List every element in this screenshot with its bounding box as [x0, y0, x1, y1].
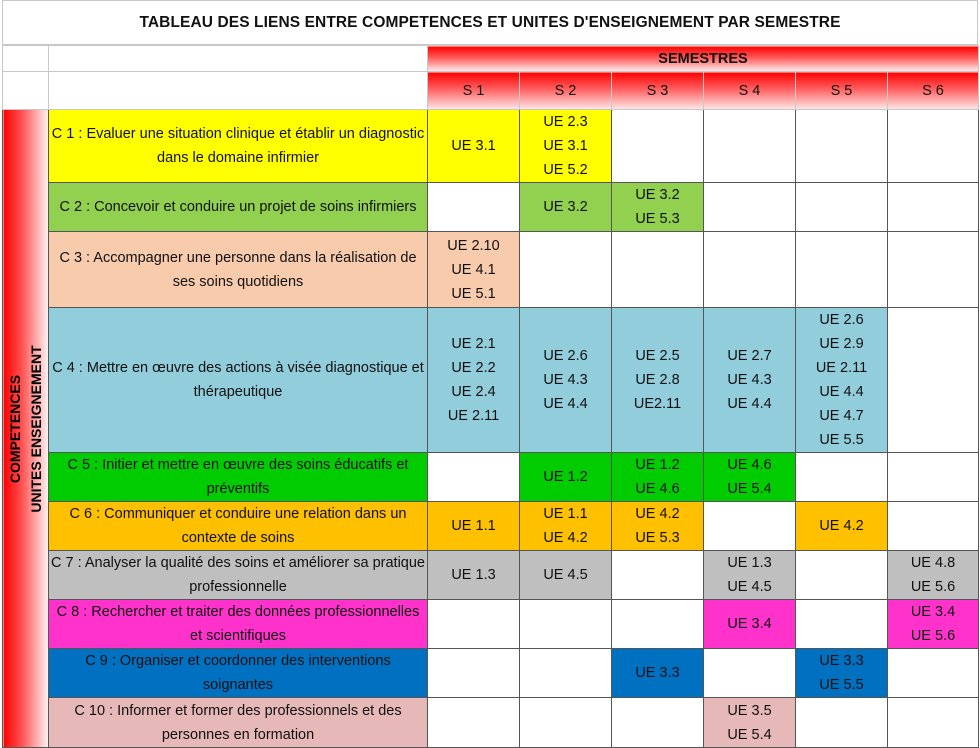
ue-cell-c6-s6 [888, 502, 979, 551]
ue-code: UE 4.2 [635, 506, 680, 522]
ue-cell-c5-s1 [428, 453, 520, 502]
ue-code: UE 3.3 [635, 665, 680, 681]
ue-cell-c8-s4 [704, 600, 796, 649]
ue-cell-c7-s1 [428, 551, 520, 600]
ue-cell-c6-s4 [704, 502, 796, 551]
ue-cell-c3-s6 [888, 232, 979, 308]
ue-cell-c1-s4 [704, 110, 796, 183]
side-label-text [5, 345, 47, 512]
ue-code: UE 2.10 [447, 237, 500, 254]
ue-cell-c2-s2 [520, 183, 612, 232]
ue-cell-c2-s5 [796, 183, 888, 232]
competence-label-3: C 3 : Accompagner une personne dans la réalisation de ses soins quotidiens [49, 232, 428, 308]
ue-code: UE 4.4 [727, 396, 772, 412]
ue-code: UE 5.1 [451, 285, 496, 302]
ue-cell-c2-s1 [428, 183, 520, 232]
ue-code: UE 2.7 [727, 348, 772, 364]
ue-code: UE 2.11 [815, 360, 868, 376]
ue-code: UE 3.2 [543, 199, 588, 215]
ue-code: UE 4.7 [819, 408, 864, 424]
ue-code: UE 3.4 [727, 616, 772, 632]
competence-row [3, 232, 979, 308]
ue-code: UE 3.2 [635, 187, 680, 203]
competence-row [3, 698, 979, 748]
competence-ue-table [2, 45, 979, 748]
competence-row [3, 600, 979, 649]
ue-cell-c1-s2 [520, 110, 612, 183]
ue-cell-c7-s6 [888, 551, 979, 600]
ue-cell-c9-s6 [888, 649, 979, 698]
ue-cell-c2-s4 [704, 183, 796, 232]
ue-code: UE 1.1 [451, 518, 496, 534]
ue-code: UE 2.3 [543, 114, 588, 130]
ue-code: UE 1.1 [543, 506, 588, 522]
ue-code: UE2.11 [633, 396, 682, 412]
ue-cell-c1-s1 [428, 110, 520, 183]
ue-code: UE 3.4 [910, 604, 956, 620]
ue-cell-c6-s1 [428, 502, 520, 551]
semester-header-s6: S 6 [888, 72, 979, 110]
ue-code: UE 4.3 [727, 372, 772, 388]
ue-code: UE 2.1 [451, 336, 496, 352]
competence-label-1: C 1 : Evaluer une situation clinique et établir un diagnostic dans le domaine infirmier [49, 110, 428, 183]
side-label-unites: UNITES ENSEIGNEMENT [27, 344, 44, 513]
ue-code: UE 3.3 [819, 653, 864, 669]
ue-code: UE 2.5 [635, 348, 680, 364]
ue-cell-c8-s5 [796, 600, 888, 649]
competence-label-10: C 10 : Informer et former des professionnels et des personnes en formation [49, 698, 428, 748]
ue-code: UE 3.1 [543, 138, 588, 154]
blank-header-cell [49, 72, 428, 110]
ue-code: UE 2.4 [451, 384, 496, 400]
ue-code: UE 4.5 [727, 579, 772, 595]
ue-cell-c10-s1 [428, 698, 520, 748]
ue-code: UE 4.6 [635, 481, 680, 497]
ue-code: UE 1.2 [543, 469, 588, 485]
competence-label-4: C 4 : Mettre en œuvre des actions à visée diagnostique et thérapeutique [49, 308, 428, 453]
ue-cell-c10-s6 [888, 698, 979, 748]
competence-label-5: C 5 : Initier et mettre en œuvre des soins éducatifs et préventifs [49, 453, 428, 502]
ue-code: UE 4.6 [727, 457, 772, 473]
ue-cell-c9-s1 [428, 649, 520, 698]
semester-header-s1: S 1 [428, 72, 520, 110]
ue-cell-c7-s2 [520, 551, 612, 600]
ue-cell-c8-s3 [612, 600, 704, 649]
ue-cell-c4-s2 [520, 308, 612, 453]
ue-cell-c4-s5 [796, 308, 888, 453]
ue-code: UE 4.2 [819, 518, 864, 534]
ue-cell-c5-s4 [704, 453, 796, 502]
ue-cell-c3-s4 [704, 232, 796, 308]
ue-code: UE 1.2 [635, 457, 680, 473]
ue-cell-c8-s2 [520, 600, 612, 649]
competences-side-label [3, 110, 49, 748]
competence-row [3, 110, 979, 183]
ue-cell-c7-s5 [796, 551, 888, 600]
ue-code: UE 2.6 [543, 348, 588, 364]
blank-header-cell [49, 46, 428, 72]
competence-row [3, 183, 979, 232]
competence-row [3, 502, 979, 551]
ue-code: UE 4.4 [819, 384, 864, 400]
semester-header-s5: S 5 [796, 72, 888, 110]
ue-code: UE 5.4 [727, 726, 772, 743]
ue-cell-c9-s4 [704, 649, 796, 698]
ue-code: UE 2.11 [447, 408, 500, 424]
semesters-header: SEMESTRES [428, 46, 979, 72]
ue-code: UE 2.6 [819, 312, 864, 328]
competence-row [3, 649, 979, 698]
ue-code: UE 1.3 [451, 567, 496, 583]
ue-cell-c6-s5 [796, 502, 888, 551]
ue-cell-c4-s1 [428, 308, 520, 453]
ue-cell-c2-s6 [888, 183, 979, 232]
competence-label-6: C 6 : Communiquer et conduire une relation dans un contexte de soins [49, 502, 428, 551]
competence-row [3, 551, 979, 600]
ue-cell-c4-s3 [612, 308, 704, 453]
ue-cell-c1-s6 [888, 110, 979, 183]
ue-cell-c10-s4 [704, 698, 796, 748]
ue-code: UE 5.6 [910, 579, 956, 595]
ue-cell-c10-s3 [612, 698, 704, 748]
semester-header-s3: S 3 [612, 72, 704, 110]
ue-cell-c3-s2 [520, 232, 612, 308]
ue-cell-c9-s5 [796, 649, 888, 698]
ue-code: UE 5.5 [819, 432, 864, 448]
ue-cell-c5-s6 [888, 453, 979, 502]
ue-code: UE 5.6 [910, 628, 956, 644]
ue-code: UE 3.1 [451, 138, 496, 154]
ue-cell-c8-s6 [888, 600, 979, 649]
ue-code: UE 4.5 [543, 567, 588, 583]
table-title: TABLEAU DES LIENS ENTRE COMPETENCES ET UNITES D'ENSEIGNEMENT PAR SEMESTRE [2, 0, 978, 45]
ue-cell-c10-s2 [520, 698, 612, 748]
ue-code: UE 4.4 [543, 396, 588, 412]
ue-cell-c4-s6 [888, 308, 979, 453]
ue-cell-c5-s3 [612, 453, 704, 502]
ue-cell-c4-s4 [704, 308, 796, 453]
competence-row [3, 308, 979, 453]
ue-code: UE 5.4 [727, 481, 772, 497]
ue-cell-c7-s4 [704, 551, 796, 600]
ue-cell-c3-s3 [612, 232, 704, 308]
blank-corner-cell [3, 46, 49, 72]
ue-cell-c5-s5 [796, 453, 888, 502]
ue-cell-c1-s5 [796, 110, 888, 183]
ue-code: UE 3.5 [727, 702, 772, 719]
ue-cell-c3-s1 [428, 232, 520, 308]
ue-code: UE 5.3 [635, 530, 680, 546]
ue-cell-c5-s2 [520, 453, 612, 502]
ue-cell-c8-s1 [428, 600, 520, 649]
blank-corner-cell [3, 72, 49, 110]
competence-label-9: C 9 : Organiser et coordonner des interventions soignantes [49, 649, 428, 698]
ue-code: UE 5.3 [635, 211, 680, 227]
ue-code: UE 5.5 [819, 677, 864, 693]
ue-code: UE 4.2 [543, 530, 588, 546]
ue-code: UE 4.1 [451, 261, 496, 278]
ue-code: UE 2.8 [635, 372, 680, 388]
ue-code: UE 2.9 [819, 336, 864, 352]
ue-cell-c2-s3 [612, 183, 704, 232]
ue-cell-c7-s3 [612, 551, 704, 600]
competence-label-8: C 8 : Rechercher et traiter des données professionnelles et scientifiques [49, 600, 428, 649]
semester-header-s2: S 2 [520, 72, 612, 110]
ue-code: UE 5.2 [543, 162, 588, 178]
ue-code: UE 4.3 [543, 372, 588, 388]
ue-cell-c1-s3 [612, 110, 704, 183]
ue-cell-c10-s5 [796, 698, 888, 748]
ue-cell-c6-s3 [612, 502, 704, 551]
competence-label-2: C 2 : Concevoir et conduire un projet de soins infirmiers [49, 183, 428, 232]
competence-row [3, 453, 979, 502]
ue-cell-c3-s5 [796, 232, 888, 308]
ue-cell-c6-s2 [520, 502, 612, 551]
competence-label-7: C 7 : Analyser la qualité des soins et améliorer sa pratique professionnelle [49, 551, 428, 600]
ue-code: UE 2.2 [451, 360, 496, 376]
side-label-competences: COMPETENCES [6, 374, 23, 483]
ue-code: UE 1.3 [727, 555, 772, 571]
semester-header-s4: S 4 [704, 72, 796, 110]
ue-cell-c9-s3 [612, 649, 704, 698]
ue-code: UE 4.8 [910, 555, 956, 571]
ue-cell-c9-s2 [520, 649, 612, 698]
